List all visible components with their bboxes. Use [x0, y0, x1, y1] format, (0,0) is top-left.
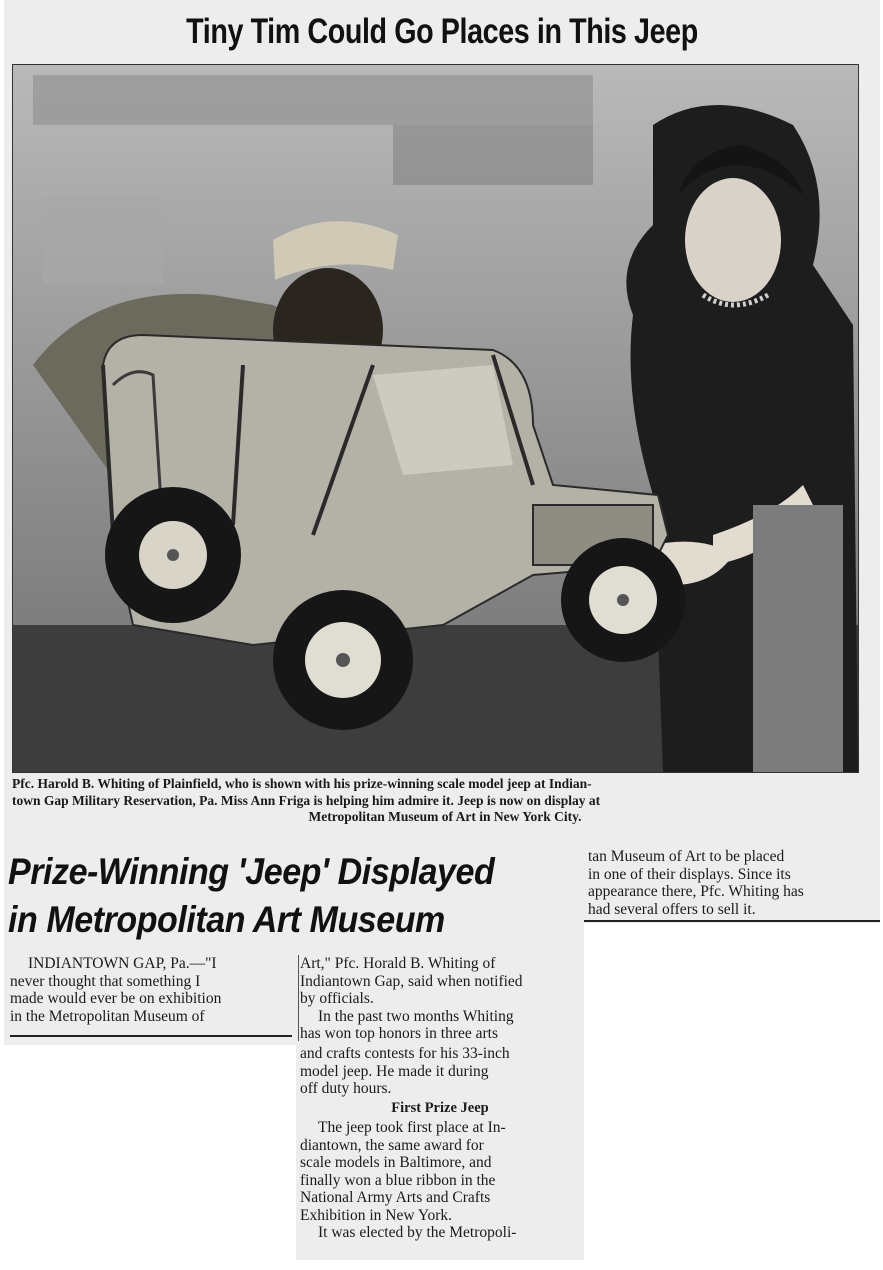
jeep-photo-illustration — [13, 65, 858, 772]
article-continuation — [296, 1045, 584, 1260]
photo-caption — [12, 776, 878, 826]
text-line: The jeep took first place at In- — [318, 1119, 506, 1136]
text-line: finally won a blue ribbon in the — [300, 1171, 496, 1189]
news-photo — [12, 64, 859, 773]
top-clipping — [4, 0, 880, 845]
column-rule — [10, 1035, 292, 1037]
text-line: Art," Pfc. Horald B. Whiting of — [300, 955, 496, 972]
photo-headline: Tiny Tim Could Go Places in This Jeep — [186, 12, 698, 51]
text-line: off duty hours. — [300, 1080, 392, 1097]
headline-line: in Metropolitan Art Museum — [8, 899, 445, 940]
column-rule — [584, 920, 880, 922]
article-headline — [8, 848, 537, 944]
text-line: model jeep. He made it during — [300, 1062, 489, 1080]
column-divider — [298, 955, 299, 1041]
article-clipping — [4, 845, 584, 1045]
text-line: in one of their displays. Since its — [588, 865, 791, 883]
text-line: In the past two months Whiting — [318, 1007, 514, 1025]
caption-line: Metropolitan Museum of Art in New York City. — [308, 809, 582, 824]
text-line: tan Museum of Art to be placed — [588, 848, 785, 865]
text-line: It was elected by the Metropoli- — [318, 1224, 517, 1241]
text-line: Indiantown Gap, said when notified — [300, 972, 523, 990]
text-line: by officials. — [300, 990, 374, 1007]
text-line: and crafts contests for his 33-inch — [300, 1045, 510, 1062]
column-1 — [10, 955, 298, 1025]
text-line: diantown, the same award for — [300, 1136, 484, 1154]
text-line: National Army Arts and Crafts — [300, 1189, 491, 1206]
text-line: appearance there, Pfc. Whiting has — [588, 883, 804, 900]
text-line: scale models in Baltimore, and — [300, 1154, 492, 1171]
text-line: had several offers to sell it. — [588, 900, 756, 918]
article-end-clipping — [584, 845, 880, 923]
text-line: has won top honors in three arts — [300, 1025, 499, 1042]
column-3 — [588, 848, 876, 918]
text-line: in the Metropolitan Museum of — [10, 1007, 205, 1025]
column-2-continued — [300, 1045, 580, 1242]
text-line: made would ever be on exhibition — [10, 990, 222, 1007]
headline-line: Prize-Winning 'Jeep' Displayed — [8, 851, 495, 892]
text-line: Exhibition in New York. — [300, 1206, 452, 1224]
column-2 — [300, 955, 580, 1043]
subheading: First Prize Jeep — [391, 1099, 489, 1116]
caption-line: Pfc. Harold B. Whiting of Plainfield, who is shown with his prize-winning scale model jeep at Indian- — [12, 776, 592, 791]
text-line: never thought that something I — [10, 972, 201, 990]
text-line: INDIANTOWN GAP, Pa.—"I — [28, 955, 217, 972]
caption-line: town Gap Military Reservation, Pa. Miss Ann Friga is helping him admire it. Jeep is now on display at — [12, 792, 601, 808]
